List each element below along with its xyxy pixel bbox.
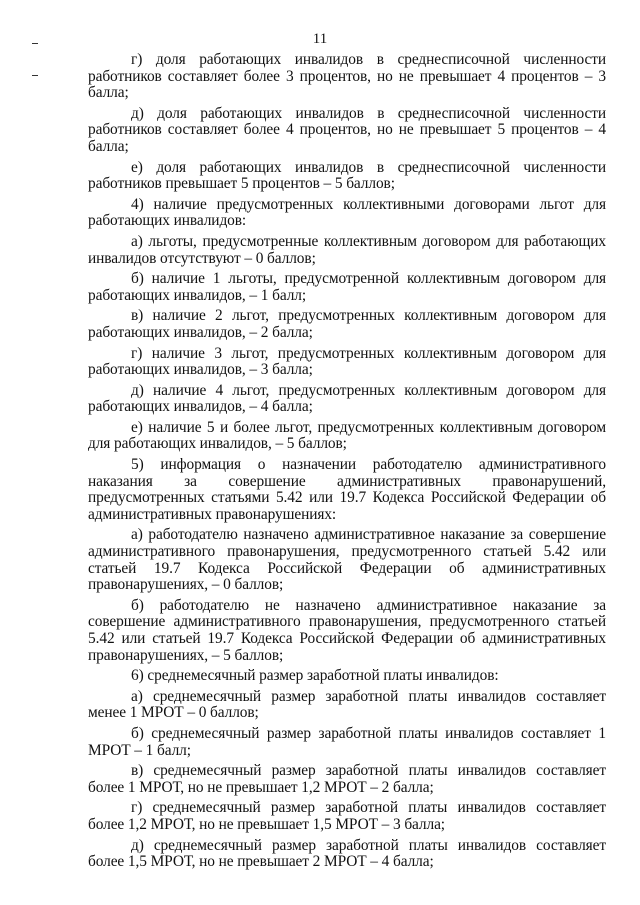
paragraph: б) среднемесячный размер заработной платы инвалидов составляет 1 МРОТ – 1 балл;: [88, 724, 606, 759]
margin-mark-top: [32, 43, 38, 44]
paragraph: 6) среднемесячный размер заработной платы инвалидов:: [131, 667, 499, 685]
paragraph: е) доля работающих инвалидов в среднесписочной численности работников превышает 5 процентов – 5 баллов;: [88, 158, 606, 193]
paragraph: 4) наличие предусмотренных коллективными договорами льгот для работающих инвалидов:: [88, 195, 606, 230]
page-number: 11: [312, 31, 328, 47]
paragraph: в) наличие 2 льгот, предусмотренных коллективным договором для работающих инвалидов, – 2 балла;: [88, 307, 606, 341]
paragraph: а) льготы, предусмотренные коллективным договором для работающих инвалидов отсутствуют – 0 баллов;: [88, 232, 606, 267]
paragraph: г) среднемесячный размер заработной платы инвалидов составляет более 1,2 МРОТ, но не превышает 1,5 МРОТ – 3 балла;: [88, 799, 606, 833]
paragraph: а) работодателю назначено административное наказание за совершение административного правонарушения, предусмотренного статьей 5.42 или статьей 19.7 Кодекса Российской Федерации об административных правонарушениях, – 0 баллов;: [88, 526, 606, 594]
paragraph: в) среднемесячный размер заработной платы инвалидов составляет более 1 МРОТ, но не превышает 1,2 МРОТ – 2 балла;: [88, 762, 606, 796]
paragraph: г) доля работающих инвалидов в среднесписочной численности работников составляет более 3 процентов, но не превышает 4 процентов – 3 балла;: [88, 51, 606, 102]
paragraph: д) среднемесячный размер заработной платы инвалидов составляет более 1,5 МРОТ, но не превышает 2 МРОТ – 4 балла;: [88, 836, 606, 871]
paragraph: б) наличие 1 льготы, предусмотренной коллективным договором для работающих инвалидов, – 1 балл;: [88, 270, 606, 304]
document-body: [88, 52, 606, 875]
paragraph: д) наличие 4 льгот, предусмотренных коллективным договором для работающих инвалидов, – 4 балла;: [88, 381, 606, 416]
paragraph: а) среднемесячный размер заработной платы инвалидов составляет менее 1 МРОТ – 0 баллов;: [88, 687, 606, 722]
paragraph: 5) информация о назначении работодателю административного наказания за совершение административных правонарушений, предусмотренных статьями 5.42 или 19.7 Кодекса Российской Федерации об административных правонарушениях:: [88, 456, 606, 523]
paragraph: б) работодателю не назначено административное наказание за совершение административного правонарушения, предусмотренного статьей 5.42 или статьей 19.7 Кодекса Российской Федерации об административных правонарушениях, – 5 баллов;: [88, 596, 606, 664]
paragraph: е) наличие 5 и более льгот, предусмотренных коллективным договором для работающих инвалидов, – 5 баллов;: [88, 418, 606, 453]
paragraph: д) доля работающих инвалидов в среднесписочной численности работников составляет более 4 процентов, но не превышает 5 процентов – 4 балла;: [88, 104, 606, 155]
margin-mark-bottom: [32, 75, 38, 76]
paragraph: г) наличие 3 льгот, предусмотренных коллективным договором для работающих инвалидов, – 3 балла;: [88, 344, 606, 379]
